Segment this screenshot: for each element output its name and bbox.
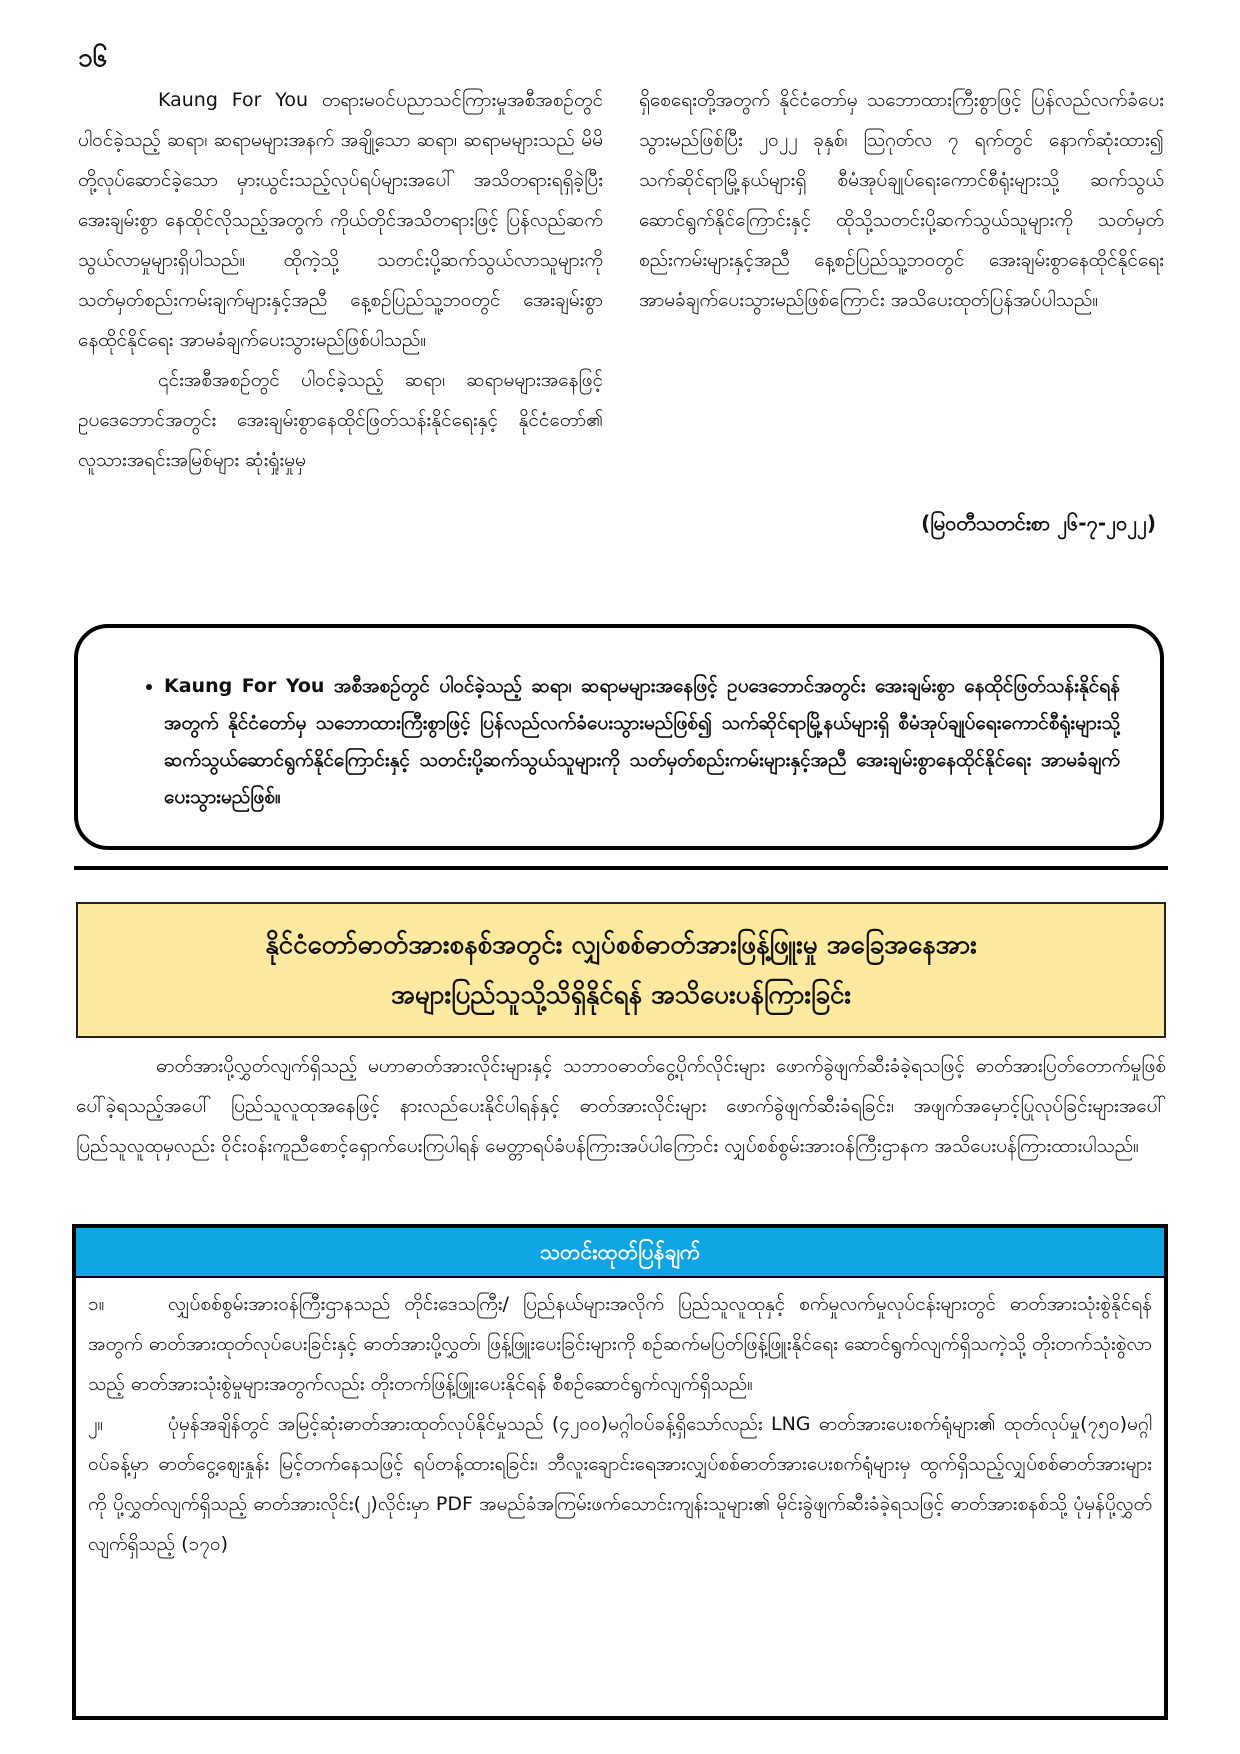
item-number: ၂။ [88, 1413, 104, 1435]
headline-box [76, 902, 1166, 1038]
summary-list [130, 668, 1120, 816]
item-text: ပုံမှန်အချိန်တွင် အမြင့်ဆုံးဓာတ်အားထုတ်လုပ်နိုင်မှုသည် (၄၂၀၀)မဂ္ဂါဝပ်ခန့်ရှိသော်လည်း LNG ဓာတ်အားပေးစက်ရုံများ၏ ထုတ်လုပ်မှု(၇၅၀)မဂ္ဂါဝပ်ခန့်မှာ ဓာတ်ငွေ့ဈေးနှုန်း မြင့်တက်နေသဖြင့် ရပ်တန့်ထားရခြင်း၊ ဘီလူးချောင်းရေအားလျှပ်စစ်ဓာတ်အားပေးစက်ရုံများမှ ထွက်ရှိသည့်လျှပ်စစ်ဓာတ်အားများကို ပို့လွှတ်လျက်ရှိသည့် ဓာတ်အားလိုင်း(၂)လိုင်းမှာ PDF အမည်ခံအကြမ်းဖက်သောင်းကျန်းသူများ၏ မိုင်းခွဲဖျက်ဆီးခံခဲ့ရသဖြင့် ဓာတ်အားစနစ်သို့ ပုံမှန်ပို့လွှတ်လျက်ရှိသည့် (၁၇၀) [88, 1413, 1152, 1555]
press-release-title: သတင်းထုတ်ပြန်ချက် [76, 1228, 1164, 1278]
summary-box [74, 624, 1164, 850]
article-paragraph: ၎င်းအစီအစဉ်တွင် ပါဝင်ခဲ့သည့် ဆရာ၊ ဆရာမများအနေဖြင့် ဥပဒေဘောင်အတွင်း အေးချမ်းစွာနေထိုင်ဖြတ်သန်းနိုင်ရေးနှင့် နိုင်ငံတော်၏ လူသားအရင်းအမြစ်များ ဆုံးရှုံးမှုမှ [78, 369, 603, 471]
section-divider [74, 866, 1168, 870]
article-right-column [639, 80, 1164, 320]
article-columns [78, 80, 1164, 550]
intro-paragraph: ဓာတ်အားပို့လွှတ်လျက်ရှိသည့် မဟာဓာတ်အားလိုင်းများနှင့် သဘာဝဓာတ်ငွေ့ပိုက်လိုင်းများ ဖောက်ခွဲဖျက်ဆီးခံခဲ့ရသဖြင့် ဓာတ်အားပြတ်တောက်မှုဖြစ်ပေါ်ခဲ့ရသည့်အပေါ် ပြည်သူလူထုအနေဖြင့် နားလည်ပေးနိုင်ပါရန်နှင့် ဓာတ်အားလိုင်းများ ဖောက်ခွဲဖျက်ဆီးခံရခြင်း၊ အဖျက်အမှောင့်ပြုလုပ်ခြင်းများအပေါ် ပြည်သူလူထုမှလည်း ဝိုင်းဝန်းကူညီစောင့်ရှောက်ပေးကြပါရန် မေတ္တာရပ်ခံပန်ကြားအပ်ပါကြောင်း လျှပ်စစ်စွမ်းအားဝန်ကြီးဌာနက အသိပေးပန်ကြားထားပါသည်။ [76, 1055, 1166, 1157]
article-paragraph: Kaung For You တရားမဝင်ပညာသင်ကြားမှုအစီအစဉ်တွင် ပါဝင်ခဲ့သည့် ဆရာ၊ ဆရာမများအနက် အချို့သော ဆရာ၊ ဆရာမများသည် မိမိတို့လုပ်ဆောင်ခဲ့သော မှားယွင်းသည့်လုပ်ရပ်များအပေါ် အသိတရားရရှိခဲ့ပြီး အေးချမ်းစွာ နေထိုင်လိုသည့်အတွက် ကိုယ်တိုင်အသိတရားဖြင့် ပြန်လည်ဆက်သွယ်လာမှုများရှိပါသည်။ ထိုကဲ့သို့ သတင်းပို့ဆက်သွယ်လာသူများကို သတ်မှတ်စည်းကမ်းချက်များနှင့်အညီ နေ့စဉ်ပြည်သူ့ဘဝတွင် အေးချမ်းစွာနေထိုင်နိုင်ရေး အာမခံချက်ပေးသွားမည်ဖြစ်ပါသည်။ [78, 89, 603, 351]
headline-line-1: နိုင်ငံတော်ဓာတ်အားစနစ်အတွင်း လျှပ်စစ်ဓာတ်အားဖြန့်ဖြူးမှု အခြေအနေအား [265, 930, 977, 960]
summary-bullet: • Kaung For You အစီအစဉ်တွင် ပါဝင်ခဲ့သည့် ဆရာ၊ ဆရာမများအနေဖြင့် ဥပဒေဘောင်အတွင်း အေးချမ်းစွာ နေထိုင်ဖြတ်သန်းနိုင်ရန်အတွက် နိုင်ငံတော်မှ သဘောထားကြီးစွာဖြင့် ပြန်လည်လက်ခံပေးသွားမည်ဖြစ်၍ သက်ဆိုင်ရာမြို့နယ်များရှိ စီမံအုပ်ချုပ်ရေးကောင်စီရုံးများသို့ ဆက်သွယ်ဆောင်ရွက်နိုင်ကြောင်းနှင့် သတင်းပို့ဆက်သွယ်သူများကို သတ်မှတ်စည်းကမ်းများနှင့်အညီ အေးချမ်းစွာနေထိုင်နိုင်ရေး အာမခံချက်ပေးသွားမည်ဖြစ်။ [164, 668, 1120, 816]
source-citation: (မြဝတီသတင်းစာ ၂၆-၇-၂၀၂၂) [921, 511, 1156, 535]
article-left-column [78, 80, 603, 480]
article-paragraph: ရှိစေရေးတို့အတွက် နိုင်ငံတော်မှ သဘောထားကြီးစွာဖြင့် ပြန်လည်လက်ခံပေးသွားမည်ဖြစ်ပြီး ၂၀၂၂ ခုနှစ်၊ ဩဂုတ်လ ၇ ရက်တွင် နောက်ဆုံးထား၍ သက်ဆိုင်ရာမြို့နယ်များရှိ စီမံအုပ်ချုပ်ရေးကောင်စီရုံးများသို့ ဆက်သွယ်ဆောင်ရွက်နိုင်ကြောင်းနှင့် ထိုသို့သတင်းပို့ဆက်သွယ်သူများကို သတ်မှတ်စည်းကမ်းများနှင့်အညီ နေ့စဉ်ပြည်သူ့ဘဝတွင် အေးချမ်းစွာနေထိုင်နိုင်ရေး အာမခံချက်ပေးသွားမည်ဖြစ်ကြောင်း အသိပေးထုတ်ပြန်အပ်ပါသည်။ [639, 89, 1164, 311]
headline-line-2: အများပြည်သူသို့သိရှိနိုင်ရန် အသိပေးပန်ကြားခြင်း [390, 980, 852, 1010]
item-number: ၁။ [88, 1293, 105, 1315]
page-number: ၁၆ [78, 43, 108, 73]
press-release-item [88, 1284, 1152, 1404]
press-release-box [72, 1224, 1168, 1720]
press-release-body [76, 1278, 1164, 1564]
press-release-item [88, 1404, 1152, 1564]
item-text: လျှပ်စစ်စွမ်းအားဝန်ကြီးဌာနသည် တိုင်းဒေသကြီး/ ပြည်နယ်များအလိုက် ပြည်သူလူထုနှင့် စက်မှုလက်မှုလုပ်ငန်းများတွင် ဓာတ်အားသုံးစွဲနိုင်ရန်အတွက် ဓာတ်အားထုတ်လုပ်ပေးခြင်းနှင့် ဓာတ်အားပို့လွှတ်၊ ဖြန့်ဖြူးပေးခြင်းများကို စဉ်ဆက်မပြတ်ဖြန့်ဖြူးနိုင်ရေး ဆောင်ရွက်လျက်ရှိသကဲ့သို့ တိုးတက်သုံးစွဲလာသည့် ဓာတ်အားသုံးစွဲမှုများအတွက်လည်း တိုးတက်ဖြန့်ဖြူးပေးနိုင်ရန် စီစဉ်ဆောင်ရွက်လျက်ရှိသည်။ [88, 1293, 1152, 1395]
